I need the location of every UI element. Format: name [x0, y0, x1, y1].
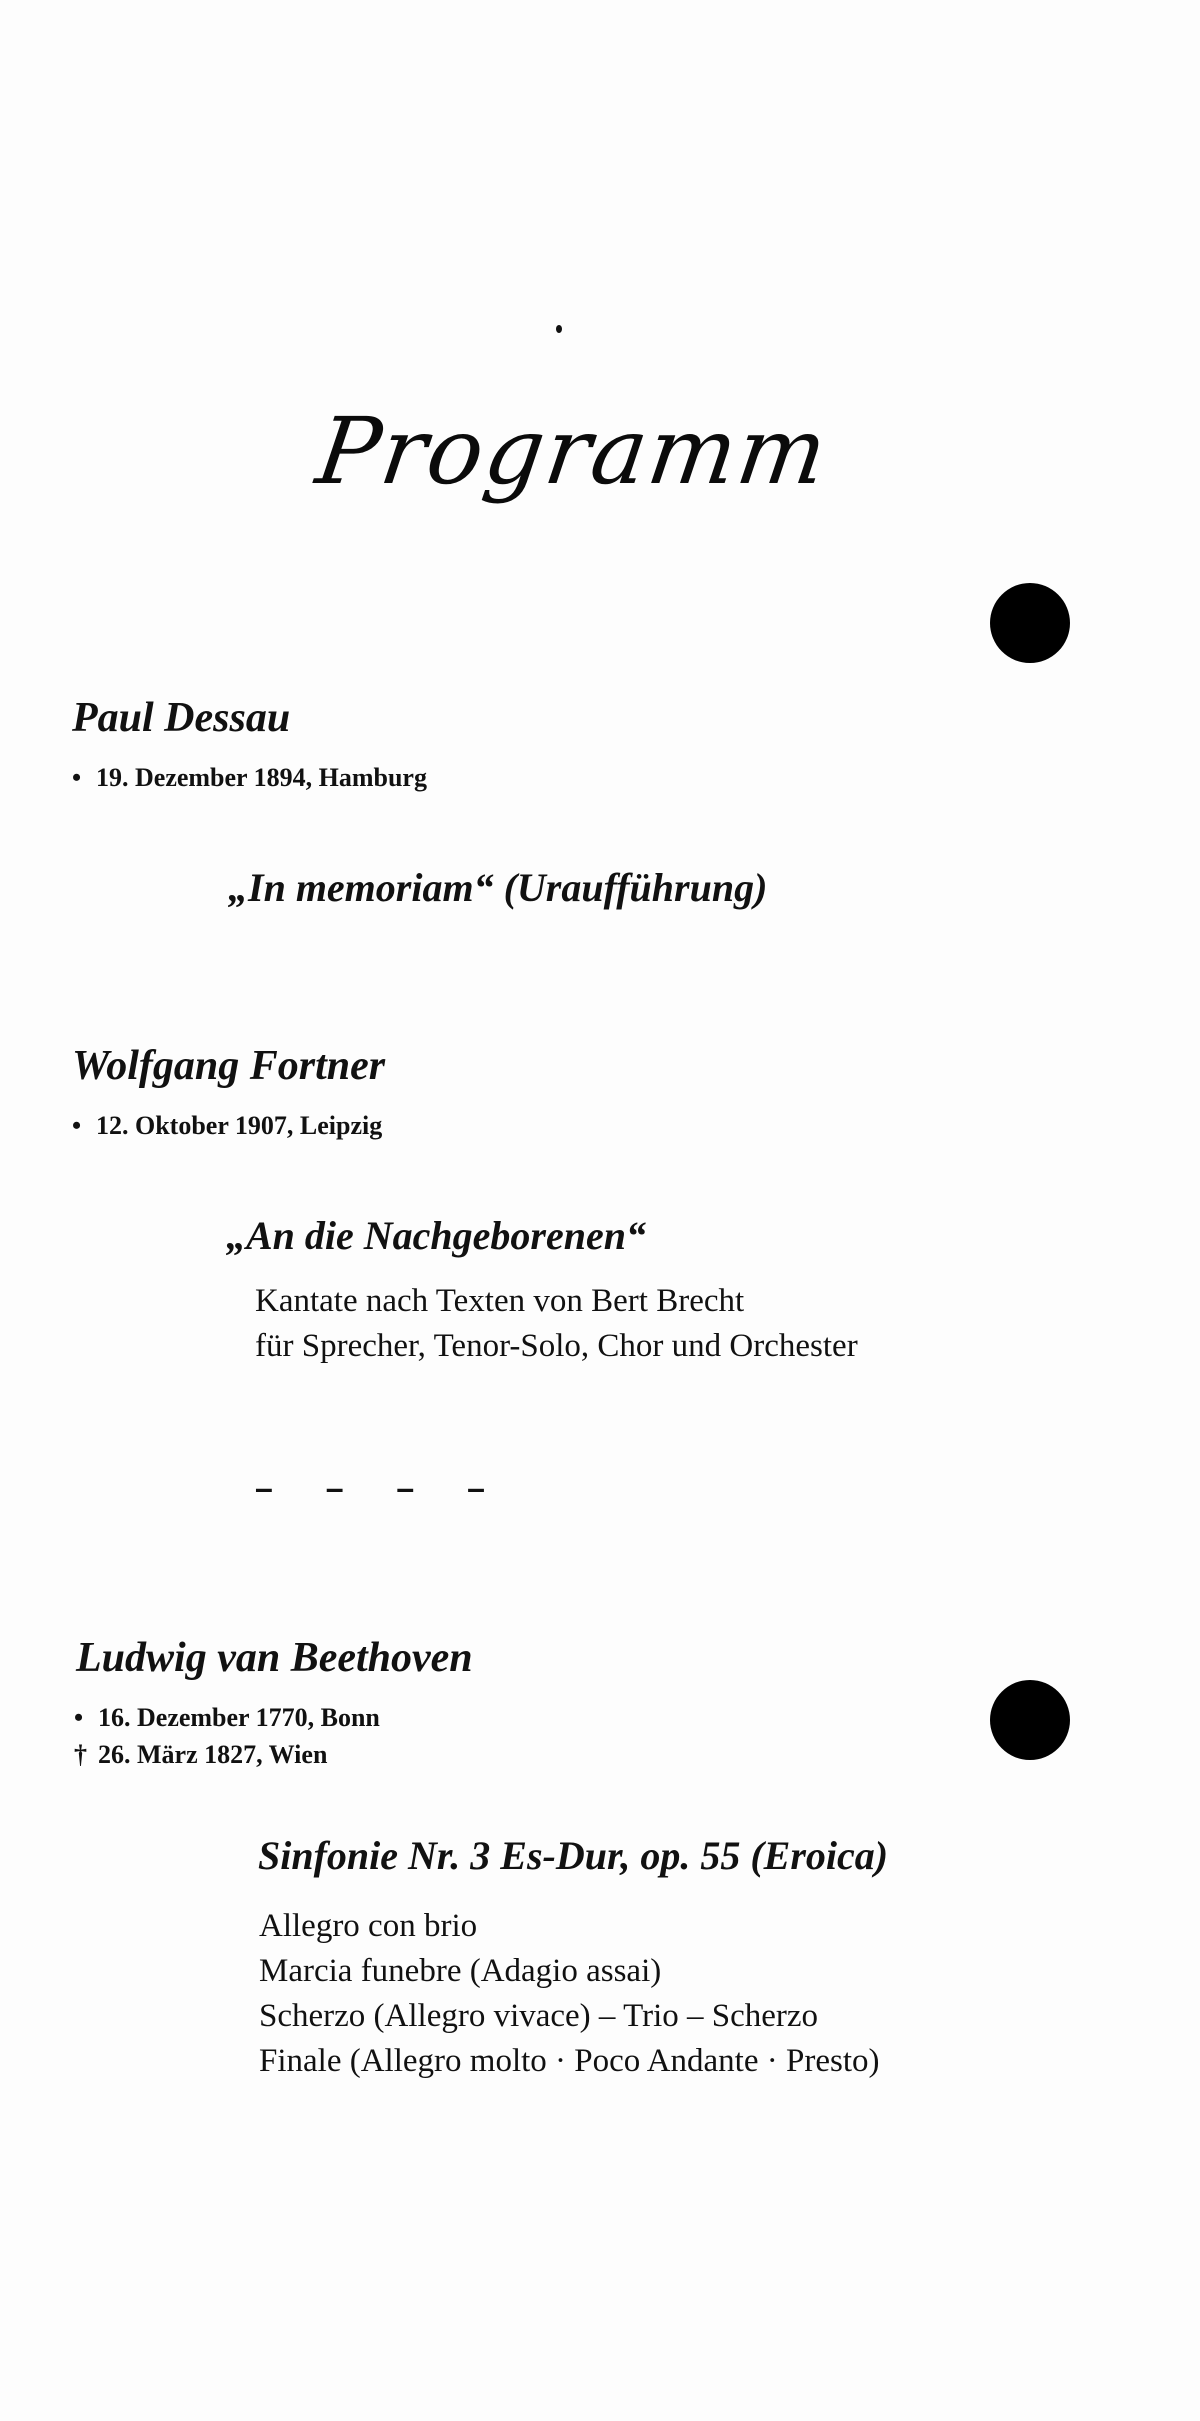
composer-name: Paul Dessau: [72, 695, 291, 741]
movement: Scherzo (Allegro vivace) – Trio – Scherzo: [259, 1998, 819, 2034]
composer-dates: [72, 1111, 382, 1141]
birth-date: 16. Dezember 1770, Bonn: [98, 1703, 380, 1732]
death-date: 26. März 1827, Wien: [98, 1740, 328, 1769]
pause-dashes: – – – –: [255, 1470, 507, 1506]
death-mark: †: [74, 1740, 87, 1769]
work-title: „In memoriam“ (Uraufführung): [228, 865, 768, 910]
birth-mark: •: [74, 1703, 84, 1732]
work-title: Sinfonie Nr. 3 Es-Dur, op. 55 (Eroica): [258, 1833, 889, 1878]
work-title: „An die Nachgeborenen“: [226, 1213, 646, 1258]
birth-date: 19. Dezember 1894, Hamburg: [96, 763, 427, 792]
birth-mark: •: [72, 1111, 82, 1140]
composer-name: Ludwig van Beethoven: [76, 1635, 473, 1681]
birth-date: 12. Oktober 1907, Leipzig: [96, 1111, 383, 1140]
movement: Marcia funebre (Adagio assai): [259, 1953, 662, 1989]
punch-hole-top: [990, 583, 1070, 663]
punch-hole-bottom: [990, 1680, 1070, 1760]
movement: Finale (Allegro molto · Poco Andante · Presto): [259, 2043, 880, 2079]
composer-dates: [74, 1703, 380, 1733]
movement: Allegro con brio: [259, 1908, 478, 1944]
work-detail: Kantate nach Texten von Bert Brecht: [255, 1283, 745, 1319]
birth-mark: •: [72, 763, 82, 792]
work-detail: für Sprecher, Tenor-Solo, Chor und Orchester: [255, 1328, 858, 1364]
composer-dates: [72, 763, 427, 793]
ink-speck: [556, 325, 562, 333]
program-title: Programm: [310, 398, 835, 505]
composer-death: [74, 1740, 327, 1770]
composer-name: Wolfgang Fortner: [72, 1043, 386, 1089]
